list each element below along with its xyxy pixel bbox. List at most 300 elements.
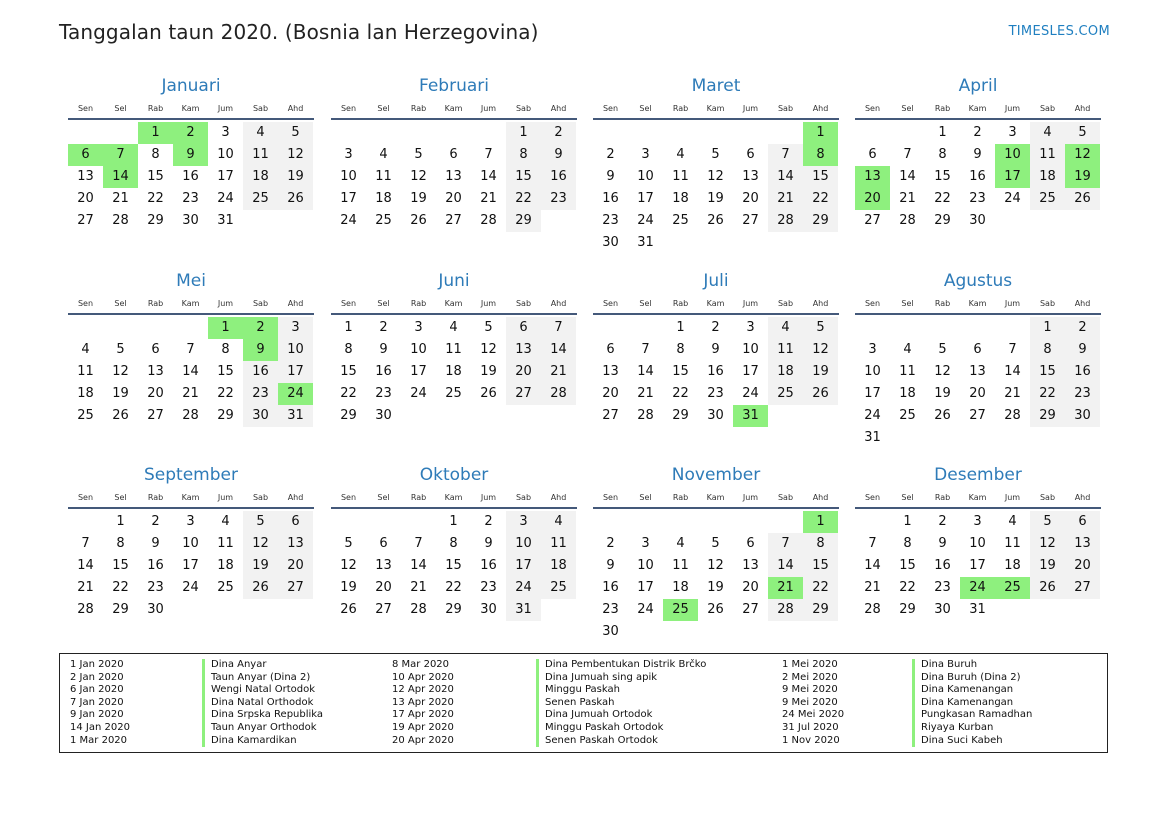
day-cell-holiday: 13 xyxy=(855,166,890,188)
month-header-rule xyxy=(331,313,577,315)
holiday-name: Dina Jumuah sing apik xyxy=(536,672,706,685)
day-cell: 3 xyxy=(1008,125,1017,140)
day-cell: 19 xyxy=(934,386,951,401)
weekday-header: Sen xyxy=(77,493,94,502)
month-title: April xyxy=(958,76,998,96)
day-cell: 22 xyxy=(803,577,838,599)
holiday-name: Dina Srpska Republika xyxy=(202,709,323,722)
day-cell: 11 xyxy=(899,364,916,379)
day-cell: 21 xyxy=(182,386,199,401)
weekday-header: Sel xyxy=(901,493,914,502)
day-cell: 7 xyxy=(641,342,650,357)
day-cell: 8 xyxy=(221,342,230,357)
holiday-names-col-2 xyxy=(536,659,706,747)
weekday-header: Sen xyxy=(340,104,357,113)
holiday-date: 24 Mei 2020 xyxy=(782,709,845,721)
day-cell: 6 xyxy=(973,342,982,357)
day-cell: 24 xyxy=(1004,191,1021,206)
day-cell: 28 xyxy=(637,408,654,423)
weekday-header: Sel xyxy=(377,104,390,113)
day-cell: 4 xyxy=(768,317,803,339)
day-cell: 8 xyxy=(938,147,947,162)
day-cell: 28 xyxy=(768,210,803,232)
day-cell: 13 xyxy=(278,533,313,555)
holiday-date: 1 Jan 2020 xyxy=(70,659,124,670)
weekday-header: Sen xyxy=(340,493,357,502)
day-cell: 3 xyxy=(414,320,423,335)
day-cell: 28 xyxy=(410,602,427,617)
day-cell: 18 xyxy=(77,386,94,401)
day-cell: 5 xyxy=(1065,122,1100,144)
day-cell: 21 xyxy=(112,191,129,206)
day-cell: 9 xyxy=(973,147,982,162)
day-cell: 29 xyxy=(1030,405,1065,427)
day-cell: 26 xyxy=(410,213,427,228)
holiday-name: Dina Kamenangan xyxy=(912,697,1032,710)
day-cell-holiday: 21 xyxy=(768,577,803,599)
weekday-header: Sel xyxy=(901,104,914,113)
weekday-header: Sab xyxy=(252,104,269,113)
day-cell: 9 xyxy=(606,169,615,184)
day-cell: 4 xyxy=(379,147,388,162)
day-cell: 24 xyxy=(182,580,199,595)
day-cell: 16 xyxy=(969,169,986,184)
day-cell: 10 xyxy=(637,169,654,184)
day-cell: 11 xyxy=(375,169,392,184)
month-title: Oktober xyxy=(419,465,489,485)
day-cell: 15 xyxy=(803,166,838,188)
day-cell: 27 xyxy=(1065,577,1100,599)
day-cell: 23 xyxy=(147,580,164,595)
day-cell: 17 xyxy=(506,555,541,577)
weekday-header: Ahd xyxy=(287,104,304,113)
weekday-header: Jum xyxy=(1004,299,1021,308)
day-cell: 6 xyxy=(606,342,615,357)
day-cell: 19 xyxy=(243,555,278,577)
day-cell: 25 xyxy=(77,408,94,423)
day-cell: 6 xyxy=(746,536,755,551)
day-cell: 9 xyxy=(1065,339,1100,361)
weekday-header: Kam xyxy=(706,493,725,502)
weekday-header: Ahd xyxy=(812,299,829,308)
day-cell: 16 xyxy=(602,191,619,206)
weekday-header: Sab xyxy=(777,299,794,308)
weekday-header: Sel xyxy=(639,104,652,113)
day-cell: 30 xyxy=(375,408,392,423)
weekday-header: Ahd xyxy=(287,299,304,308)
day-cell: 18 xyxy=(768,361,803,383)
day-cell: 5 xyxy=(711,536,720,551)
month-header-rule xyxy=(331,507,577,509)
day-cell: 16 xyxy=(541,166,576,188)
day-cell: 5 xyxy=(344,536,353,551)
day-cell-holiday: 19 xyxy=(1065,166,1100,188)
holiday-date: 8 Mar 2020 xyxy=(392,659,450,670)
day-cell: 17 xyxy=(182,558,199,573)
day-cell-holiday: 6 xyxy=(68,144,103,166)
weekday-header: Ahd xyxy=(1074,104,1091,113)
weekday-header: Ahd xyxy=(1074,299,1091,308)
day-cell: 21 xyxy=(768,188,803,210)
day-cell: 8 xyxy=(344,342,353,357)
month-title: Januari xyxy=(161,76,221,96)
weekday-header: Sab xyxy=(1039,299,1056,308)
day-cell: 30 xyxy=(243,405,278,427)
day-cell: 25 xyxy=(899,408,916,423)
day-cell: 30 xyxy=(969,213,986,228)
day-cell: 12 xyxy=(410,169,427,184)
day-cell-holiday: 24 xyxy=(278,383,313,405)
day-cell: 25 xyxy=(672,213,689,228)
day-cell: 23 xyxy=(602,213,619,228)
day-cell-holiday: 25 xyxy=(995,577,1030,599)
day-cell: 29 xyxy=(803,599,838,621)
day-cell: 14 xyxy=(410,558,427,573)
day-cell: 26 xyxy=(707,213,724,228)
day-cell: 11 xyxy=(243,144,278,166)
day-cell: 10 xyxy=(182,536,199,551)
weekday-header: Jum xyxy=(217,104,234,113)
day-cell: 11 xyxy=(541,533,576,555)
day-cell: 14 xyxy=(768,166,803,188)
weekday-header: Rab xyxy=(147,299,164,308)
day-cell: 4 xyxy=(81,342,90,357)
day-cell: 10 xyxy=(742,342,759,357)
weekday-header: Sel xyxy=(377,299,390,308)
day-cell: 22 xyxy=(899,580,916,595)
day-cell: 4 xyxy=(449,320,458,335)
month-title: Juli xyxy=(703,271,729,291)
day-cell: 12 xyxy=(803,339,838,361)
day-cell: 13 xyxy=(742,169,759,184)
day-cell: 23 xyxy=(480,580,497,595)
day-cell: 10 xyxy=(864,364,881,379)
month-title: Mei xyxy=(176,271,206,291)
day-cell: 5 xyxy=(484,320,493,335)
day-cell: 31 xyxy=(637,235,654,250)
day-cell: 21 xyxy=(899,191,916,206)
weekday-header: Ahd xyxy=(550,299,567,308)
day-cell: 25 xyxy=(217,580,234,595)
holiday-date: 20 Apr 2020 xyxy=(392,734,454,746)
weekday-header: Jum xyxy=(1004,493,1021,502)
holiday-names-col-3 xyxy=(912,659,1032,747)
holiday-date: 2 Jan 2020 xyxy=(70,671,124,683)
day-cell: 8 xyxy=(449,536,458,551)
weekday-header: Rab xyxy=(672,104,689,113)
weekday-header: Kam xyxy=(444,104,463,113)
day-cell: 3 xyxy=(641,147,650,162)
month-title: November xyxy=(671,465,761,485)
holiday-date: 6 Jan 2020 xyxy=(70,684,124,696)
weekday-header: Kam xyxy=(706,104,725,113)
day-cell: 8 xyxy=(676,342,685,357)
day-cell: 20 xyxy=(742,191,759,206)
month-title: Maret xyxy=(691,76,741,96)
day-cell: 6 xyxy=(746,147,755,162)
day-cell: 2 xyxy=(606,147,615,162)
day-cell: 14 xyxy=(637,364,654,379)
day-cell: 22 xyxy=(112,580,129,595)
weekday-header: Kam xyxy=(181,493,200,502)
day-cell: 12 xyxy=(707,558,724,573)
day-cell: 27 xyxy=(864,213,881,228)
day-cell: 29 xyxy=(112,602,129,617)
day-cell: 22 xyxy=(445,580,462,595)
day-cell: 15 xyxy=(147,169,164,184)
holiday-date: 13 Apr 2020 xyxy=(392,696,454,708)
day-cell: 28 xyxy=(1004,408,1021,423)
day-cell: 16 xyxy=(602,580,619,595)
weekday-header: Sen xyxy=(602,299,619,308)
day-cell: 28 xyxy=(899,213,916,228)
weekday-header: Sel xyxy=(639,299,652,308)
day-cell: 16 xyxy=(375,364,392,379)
day-cell: 29 xyxy=(803,210,838,232)
holiday-name: Minggu Paskah xyxy=(536,684,706,697)
day-cell: 22 xyxy=(217,386,234,401)
holiday-name: Dina Pembentukan Distrik Brčko xyxy=(536,659,706,672)
brand-link[interactable]: TIMESLES.COM xyxy=(1008,24,1110,39)
day-cell: 27 xyxy=(147,408,164,423)
day-cell-holiday: 2 xyxy=(243,317,278,339)
day-cell: 22 xyxy=(506,188,541,210)
day-cell: 1 xyxy=(676,320,685,335)
day-cell: 20 xyxy=(506,361,541,383)
day-cell: 13 xyxy=(969,364,986,379)
day-cell: 14 xyxy=(864,558,881,573)
day-cell: 23 xyxy=(243,383,278,405)
day-cell: 3 xyxy=(278,317,313,339)
day-cell: 2 xyxy=(151,514,160,529)
day-cell: 22 xyxy=(147,191,164,206)
day-cell: 16 xyxy=(243,361,278,383)
weekday-header: Rab xyxy=(934,104,951,113)
weekday-header: Jum xyxy=(480,104,497,113)
holiday-date: 9 Jan 2020 xyxy=(70,709,124,721)
holiday-date: 19 Apr 2020 xyxy=(392,721,454,733)
holiday-date: 1 Mei 2020 xyxy=(782,659,838,670)
weekday-header: Sen xyxy=(77,299,94,308)
day-cell: 3 xyxy=(221,125,230,140)
day-cell: 14 xyxy=(77,558,94,573)
day-cell: 1 xyxy=(506,122,541,144)
day-cell: 31 xyxy=(969,602,986,617)
day-cell: 18 xyxy=(1004,558,1021,573)
day-cell: 7 xyxy=(868,536,877,551)
holiday-list xyxy=(59,653,1108,753)
day-cell: 3 xyxy=(868,342,877,357)
day-cell: 13 xyxy=(77,169,94,184)
day-cell: 2 xyxy=(973,125,982,140)
day-cell: 5 xyxy=(711,147,720,162)
weekday-header: Jum xyxy=(742,299,759,308)
weekday-header: Ahd xyxy=(812,493,829,502)
day-cell: 20 xyxy=(375,580,392,595)
holiday-name: Dina Jumuah Ortodok xyxy=(536,709,706,722)
holiday-date: 9 Mei 2020 xyxy=(782,684,838,696)
day-cell: 30 xyxy=(707,408,724,423)
day-cell: 27 xyxy=(969,408,986,423)
holiday-date: 2 Mei 2020 xyxy=(782,671,838,683)
day-cell: 7 xyxy=(1008,342,1017,357)
day-cell: 17 xyxy=(637,191,654,206)
weekday-header: Ahd xyxy=(812,104,829,113)
day-cell: 19 xyxy=(410,191,427,206)
month-title: Juni xyxy=(438,271,470,291)
day-cell: 30 xyxy=(1065,405,1100,427)
day-cell: 7 xyxy=(903,147,912,162)
day-cell: 30 xyxy=(602,624,619,639)
day-cell: 1 xyxy=(938,125,947,140)
holiday-name: Dina Buruh xyxy=(912,659,1032,672)
day-cell: 21 xyxy=(410,580,427,595)
month-title: September xyxy=(144,465,238,485)
weekday-header: Ahd xyxy=(550,104,567,113)
holiday-dates-col-1 xyxy=(70,659,130,747)
day-cell: 9 xyxy=(484,536,493,551)
day-cell: 26 xyxy=(112,408,129,423)
day-cell: 30 xyxy=(147,602,164,617)
month-header-rule xyxy=(68,118,314,120)
day-cell: 23 xyxy=(707,386,724,401)
day-cell: 8 xyxy=(506,144,541,166)
day-cell: 18 xyxy=(375,191,392,206)
day-cell-holiday: 8 xyxy=(803,144,838,166)
day-cell: 23 xyxy=(969,191,986,206)
day-cell-holiday: 1 xyxy=(803,122,838,144)
day-cell: 29 xyxy=(934,213,951,228)
month-header-rule xyxy=(593,507,839,509)
day-cell: 4 xyxy=(1008,514,1017,529)
weekday-header: Rab xyxy=(934,493,951,502)
day-cell: 3 xyxy=(973,514,982,529)
day-cell: 22 xyxy=(340,386,357,401)
day-cell: 24 xyxy=(637,602,654,617)
holiday-date: 9 Mei 2020 xyxy=(782,696,838,708)
weekday-header: Rab xyxy=(934,299,951,308)
weekday-header: Sab xyxy=(777,104,794,113)
day-cell: 24 xyxy=(637,213,654,228)
day-cell: 22 xyxy=(672,386,689,401)
day-cell: 17 xyxy=(969,558,986,573)
day-cell: 7 xyxy=(186,342,195,357)
day-cell: 12 xyxy=(278,144,313,166)
weekday-header: Sen xyxy=(864,104,881,113)
day-cell: 27 xyxy=(602,408,619,423)
day-cell: 2 xyxy=(938,514,947,529)
weekday-header: Rab xyxy=(410,299,427,308)
day-cell: 19 xyxy=(112,386,129,401)
day-cell: 7 xyxy=(81,536,90,551)
day-cell-holiday: 1 xyxy=(208,317,243,339)
day-cell: 15 xyxy=(506,166,541,188)
weekday-header: Rab xyxy=(672,493,689,502)
day-cell: 18 xyxy=(1030,166,1065,188)
day-cell: 1 xyxy=(1030,317,1065,339)
holiday-name: Senen Paskah xyxy=(536,697,706,710)
day-cell: 4 xyxy=(541,511,576,533)
day-cell-holiday: 10 xyxy=(995,144,1030,166)
day-cell: 12 xyxy=(243,533,278,555)
day-cell: 14 xyxy=(768,555,803,577)
day-cell: 24 xyxy=(864,408,881,423)
weekday-header: Sab xyxy=(515,493,532,502)
holiday-name: Dina Natal Orthodok xyxy=(202,697,323,710)
weekday-header: Kam xyxy=(181,299,200,308)
day-cell: 8 xyxy=(116,536,125,551)
day-cell: 6 xyxy=(151,342,160,357)
day-cell: 4 xyxy=(1030,122,1065,144)
weekday-header: Sen xyxy=(864,299,881,308)
day-cell: 29 xyxy=(217,408,234,423)
weekday-header: Rab xyxy=(147,493,164,502)
weekday-header: Sel xyxy=(639,493,652,502)
day-cell-holiday: 1 xyxy=(138,122,173,144)
weekday-header: Ahd xyxy=(1074,493,1091,502)
day-cell: 19 xyxy=(278,166,313,188)
weekday-header: Sab xyxy=(252,299,269,308)
holiday-dates-col-2 xyxy=(392,659,454,747)
day-cell: 9 xyxy=(541,144,576,166)
weekday-header: Sel xyxy=(114,493,127,502)
day-cell: 21 xyxy=(1004,386,1021,401)
day-cell: 19 xyxy=(340,580,357,595)
day-cell: 11 xyxy=(217,536,234,551)
weekday-header: Sab xyxy=(515,104,532,113)
day-cell: 19 xyxy=(803,361,838,383)
day-cell: 15 xyxy=(672,364,689,379)
day-cell: 23 xyxy=(602,602,619,617)
holiday-date: 1 Nov 2020 xyxy=(782,734,840,746)
weekday-header: Rab xyxy=(147,104,164,113)
weekday-header: Sel xyxy=(114,299,127,308)
weekday-header: Sab xyxy=(777,493,794,502)
holiday-name: Taun Anyar (Dina 2) xyxy=(202,672,323,685)
day-cell: 29 xyxy=(506,210,541,232)
day-cell: 19 xyxy=(707,580,724,595)
day-cell: 17 xyxy=(217,169,234,184)
day-cell: 18 xyxy=(445,364,462,379)
day-cell: 23 xyxy=(1065,383,1100,405)
day-cell: 28 xyxy=(541,383,576,405)
day-cell: 27 xyxy=(77,213,94,228)
day-cell: 11 xyxy=(445,342,462,357)
day-cell: 3 xyxy=(186,514,195,529)
day-cell: 26 xyxy=(803,383,838,405)
holiday-name: Riyaya Kurban xyxy=(912,722,1032,735)
day-cell: 30 xyxy=(934,602,951,617)
day-cell: 31 xyxy=(217,213,234,228)
day-cell: 18 xyxy=(672,191,689,206)
month-header-rule xyxy=(68,507,314,509)
day-cell: 2 xyxy=(711,320,720,335)
weekday-header: Jum xyxy=(480,299,497,308)
day-cell: 5 xyxy=(243,511,278,533)
holiday-date: 12 Apr 2020 xyxy=(392,684,454,696)
day-cell: 7 xyxy=(768,144,803,166)
month-title: Desember xyxy=(934,465,1022,485)
day-cell: 16 xyxy=(147,558,164,573)
holiday-date: 10 Apr 2020 xyxy=(392,671,454,683)
day-cell: 6 xyxy=(506,317,541,339)
holiday-date: 1 Mar 2020 xyxy=(70,734,128,746)
day-cell: 27 xyxy=(742,213,759,228)
day-cell: 27 xyxy=(278,577,313,599)
day-cell: 20 xyxy=(969,386,986,401)
day-cell: 23 xyxy=(541,188,576,210)
day-cell: 17 xyxy=(864,386,881,401)
